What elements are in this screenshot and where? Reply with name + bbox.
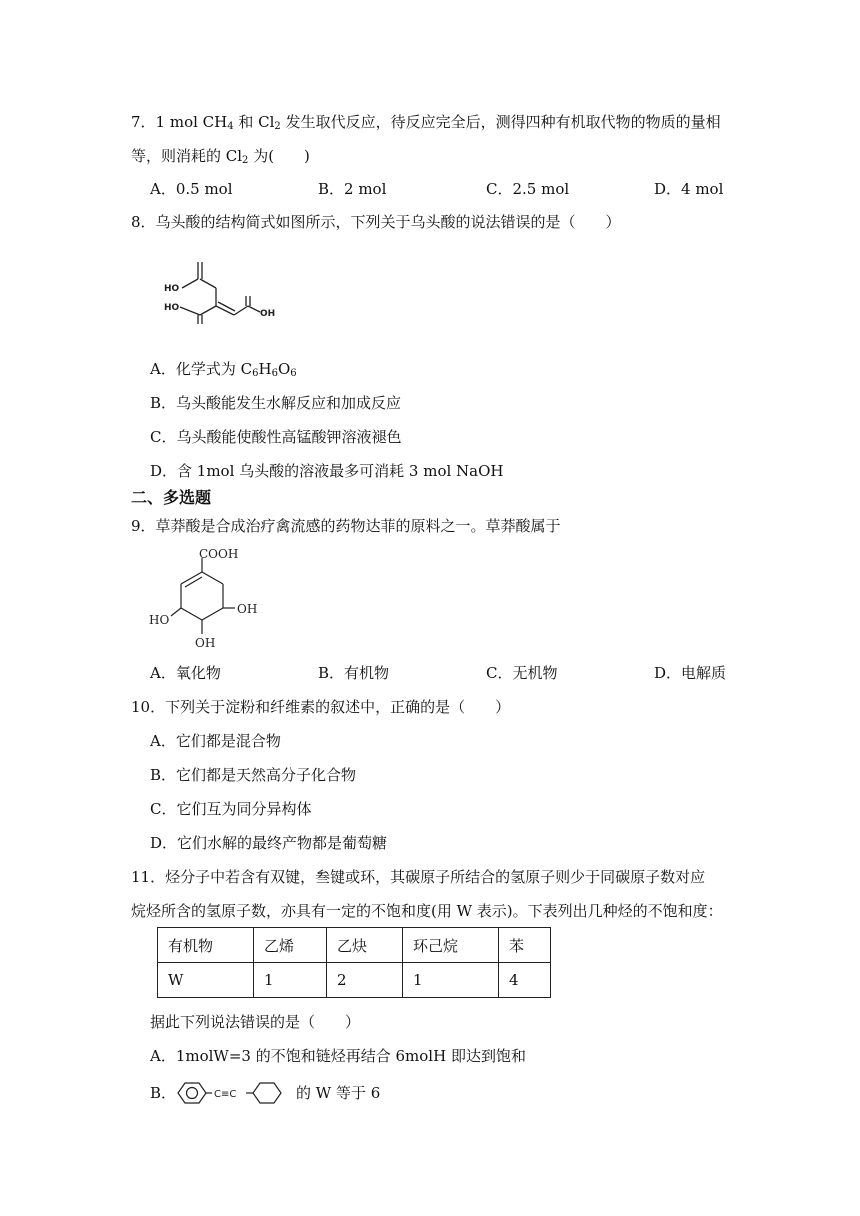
table-header-row [158,928,551,963]
table-cell: 1 [254,963,327,998]
unsaturation-table [157,927,551,998]
q7-text-c: 发生取代反应，待反应完全后，测得四种有机取代物的物质的量相 [280,113,721,131]
structure-label-ho: HO [149,613,170,627]
q9-option-d: D．电解质 [654,664,727,682]
q11-stem2: 据此下列说法错误的是（ ） [150,1013,361,1031]
structure-label-ho-1: HO [164,284,180,294]
q8-opt-a-h: H [258,360,272,378]
table-cell: 乙烯 [254,928,327,963]
table-cell: 2 [327,963,403,998]
q10-option-d: D．它们水解的最终产物都是葡萄糖 [150,834,388,852]
table-cell: W [158,963,254,998]
table-cell: 环己烷 [403,928,499,963]
structure-label-triple-bond: C≡C [214,1089,237,1100]
q9-option-c: C．无机物 [486,664,558,682]
q10-option-b: B．它们都是天然高分子化合物 [150,766,357,784]
q9-option-b: B．有机物 [318,664,390,682]
q10-stem: 10．下列关于淀粉和纤维素的叙述中，正确的是（ ） [131,698,511,716]
q8-option-a [150,359,297,379]
q7-sub-c: 2 [242,155,249,166]
q9-stem: 9．草莽酸是合成治疗禽流感的药物达菲的原料之一。草莽酸属于 [131,517,561,535]
table-row [158,963,551,998]
q7-option-a: A．0.5 mol [150,180,233,198]
q8-opt-a-text: A．化学式为 C [150,360,253,378]
q8-option-b: B．乌头酸能发生水解反应和加成反应 [150,394,402,412]
phenylethynyl-cyclohexane-structure [174,1079,292,1107]
shikimic-acid-structure [145,544,265,650]
q11-option-b [150,1083,176,1103]
table-cell: 1 [403,963,499,998]
structure-label-ho-2: HO [164,303,180,313]
q8-opt-a-o: O [277,360,291,378]
table-cell: 乙炔 [327,928,403,963]
q7-text-d: 等，则消耗的 Cl [131,147,243,165]
table-cell: 4 [499,963,551,998]
q7-line2 [131,146,310,166]
q8-opt-a-sub2: 6 [271,368,278,379]
q9-option-a: A．氧化物 [150,664,221,682]
aconitic-acid-structure [160,250,290,330]
q11-option-a: A．1molW=3 的不饱和链烃再结合 6molH 即达到饱和 [150,1047,526,1065]
q10-option-c: C．它们互为同分异构体 [150,800,312,818]
q10-option-a: A．它们都是混合物 [150,732,281,750]
q11-line1: 11．烃分子中若含有双键，叁键或环，其碳原子所结合的氢原子则少于同碳原子数对应 [131,868,706,886]
structure-label-oh-1: OH [237,602,258,616]
structure-label-oh: OH [260,309,276,319]
table-cell: 苯 [499,928,551,963]
q7-text-a: 7．1 mol CH [131,113,228,131]
q11-opt-b-label: B． [150,1084,177,1102]
q7-option-d: D．4 mol [654,180,724,198]
q7-option-c: C．2.5 mol [486,180,570,198]
q11-line2: 烷烃所含的氢原子数，亦具有一定的不饱和度(用 W 表示)。下表列出几种烃的不饱和度： [131,902,723,920]
q8-opt-a-sub1: 6 [252,368,259,379]
q8-opt-a-sub3: 6 [290,368,297,379]
q7-text-b: 和 Cl [233,113,275,131]
section-heading: 二、多选题 [131,488,212,507]
q7-text-e: 为( ) [248,147,310,165]
structure-label-cooh: COOH [199,547,239,561]
q7-option-b: B．2 mol [318,180,387,198]
q8-option-c: C．乌头酸能使酸性高锰酸钾溶液褪色 [150,428,402,446]
q11-option-b-text: 的 W 等于 6 [296,1084,381,1102]
structure-label-oh-2: OH [195,636,216,650]
q8-stem: 8．乌头酸的结构简式如图所示，下列关于乌头酸的说法错误的是（ ） [131,213,621,231]
q8-option-d: D．含 1mol 乌头酸的溶液最多可消耗 3 mol NaOH [150,462,504,480]
q7-sub-b: 2 [274,121,281,132]
q7-sub-a: 4 [227,121,234,132]
q7-line1 [131,112,721,132]
table-cell: 有机物 [158,928,254,963]
